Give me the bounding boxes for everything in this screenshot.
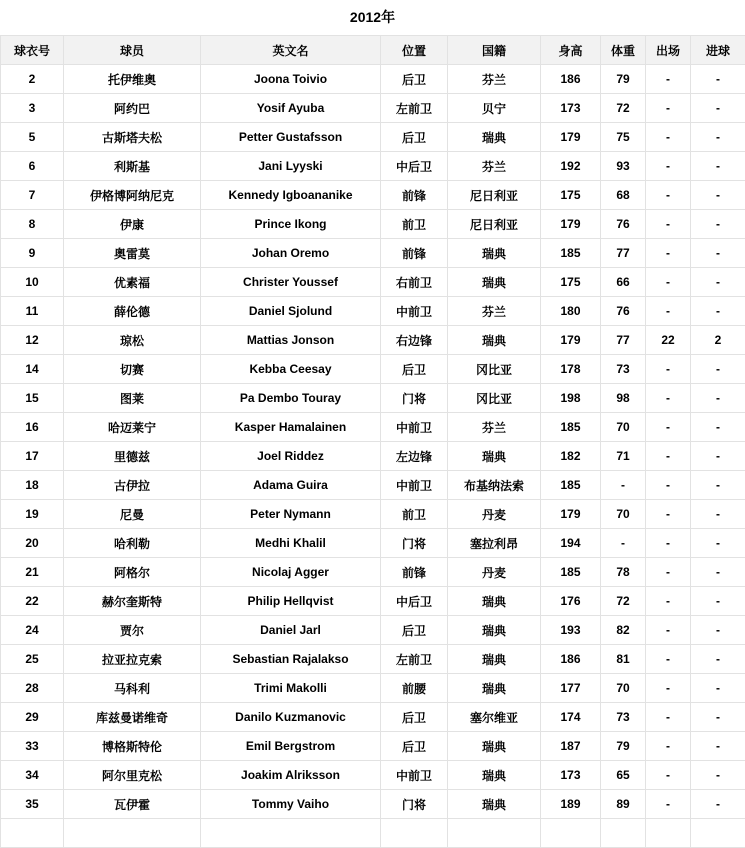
cell-goals: - — [691, 558, 745, 587]
cell-height: 179 — [541, 326, 601, 355]
cell-nationality: 丹麦 — [448, 500, 541, 529]
cell-nationality: 塞尔维亚 — [448, 703, 541, 732]
cell-position: 后卫 — [381, 703, 448, 732]
cell-nationality: 尼日利亚 — [448, 181, 541, 210]
cell-player-name-en: Petter Gustafsson — [201, 123, 381, 152]
cell-weight: 82 — [601, 616, 646, 645]
table-row — [1, 123, 745, 152]
cell-height: 173 — [541, 94, 601, 123]
column-header-jersey-number: 球衣号 — [1, 36, 64, 65]
cell-player-name-cn: 优素福 — [64, 268, 201, 297]
column-header-weight: 体重 — [601, 36, 646, 65]
cell-jersey-number: 9 — [1, 239, 64, 268]
cell-player-name-en: Joona Toivio — [201, 65, 381, 94]
cell-player-name-cn: 尼曼 — [64, 500, 201, 529]
cell-appearances: - — [646, 152, 691, 181]
cell-appearances: - — [646, 587, 691, 616]
cell-nationality: 瑞典 — [448, 616, 541, 645]
cell-player-name-en: Peter Nymann — [201, 500, 381, 529]
column-header-position: 位置 — [381, 36, 448, 65]
cell-weight: 66 — [601, 268, 646, 297]
cell-goals: - — [691, 384, 745, 413]
cell-jersey-number: 7 — [1, 181, 64, 210]
table-row — [1, 442, 745, 471]
cell-player-name-en: Jani Lyyski — [201, 152, 381, 181]
cell-goals: - — [691, 65, 745, 94]
cell-position: 后卫 — [381, 616, 448, 645]
cell-nationality: 芬兰 — [448, 413, 541, 442]
cell-position: 中前卫 — [381, 413, 448, 442]
table-row — [1, 94, 745, 123]
cell-nationality: 布基纳法索 — [448, 471, 541, 500]
cell-height: 187 — [541, 732, 601, 761]
cell-jersey-number: 16 — [1, 413, 64, 442]
cell-weight: 72 — [601, 587, 646, 616]
cell-player-name-en: Tommy Vaiho — [201, 790, 381, 819]
cell-jersey-number: 2 — [1, 65, 64, 94]
cell-nationality: 瑞典 — [448, 587, 541, 616]
cell-jersey-number: 25 — [1, 645, 64, 674]
cell-jersey-number: 8 — [1, 210, 64, 239]
cell-nationality: 瑞典 — [448, 761, 541, 790]
cell-jersey-number: 6 — [1, 152, 64, 181]
cell-player-name-en: Pa Dembo Touray — [201, 384, 381, 413]
cell-weight: 71 — [601, 442, 646, 471]
table-row — [1, 703, 745, 732]
cell-weight: 70 — [601, 500, 646, 529]
cell-position: 左边锋 — [381, 442, 448, 471]
cell-goals: - — [691, 355, 745, 384]
cell-height: 180 — [541, 297, 601, 326]
table-header — [1, 36, 745, 65]
cell-position: 后卫 — [381, 123, 448, 152]
cell-nationality: 芬兰 — [448, 297, 541, 326]
cell-nationality: 尼日利亚 — [448, 210, 541, 239]
cell-player-name-cn: 阿约巴 — [64, 94, 201, 123]
table-row — [1, 500, 745, 529]
cell-player-name-en: Yosif Ayuba — [201, 94, 381, 123]
cell-nationality: 瑞典 — [448, 645, 541, 674]
cell-height: 175 — [541, 268, 601, 297]
cell-appearances: - — [646, 297, 691, 326]
cell-height: 194 — [541, 529, 601, 558]
cell-empty — [64, 819, 201, 848]
cell-player-name-cn: 贾尔 — [64, 616, 201, 645]
table-row — [1, 645, 745, 674]
cell-goals: - — [691, 94, 745, 123]
cell-position: 中后卫 — [381, 587, 448, 616]
column-header-nationality: 国籍 — [448, 36, 541, 65]
cell-player-name-en: Mattias Jonson — [201, 326, 381, 355]
table-row — [1, 181, 745, 210]
cell-jersey-number: 11 — [1, 297, 64, 326]
cell-player-name-en: Joakim Alriksson — [201, 761, 381, 790]
cell-jersey-number: 3 — [1, 94, 64, 123]
cell-height: 198 — [541, 384, 601, 413]
page-title: 2012年 — [0, 0, 745, 35]
cell-goals: - — [691, 645, 745, 674]
cell-player-name-cn: 哈迈莱宁 — [64, 413, 201, 442]
cell-jersey-number: 5 — [1, 123, 64, 152]
cell-goals: - — [691, 790, 745, 819]
column-header-height: 身高 — [541, 36, 601, 65]
cell-goals: - — [691, 500, 745, 529]
cell-nationality: 瑞典 — [448, 268, 541, 297]
cell-appearances: - — [646, 239, 691, 268]
cell-height: 189 — [541, 790, 601, 819]
cell-goals: - — [691, 529, 745, 558]
cell-player-name-en: Nicolaj Agger — [201, 558, 381, 587]
cell-player-name-en: Philip Hellqvist — [201, 587, 381, 616]
cell-nationality: 贝宁 — [448, 94, 541, 123]
cell-appearances: - — [646, 500, 691, 529]
table-row — [1, 529, 745, 558]
cell-position: 门将 — [381, 790, 448, 819]
table-row — [1, 558, 745, 587]
cell-weight: 79 — [601, 65, 646, 94]
header-row — [1, 36, 745, 65]
table-row — [1, 384, 745, 413]
cell-player-name-en: Daniel Jarl — [201, 616, 381, 645]
cell-height: 177 — [541, 674, 601, 703]
cell-goals: - — [691, 732, 745, 761]
cell-appearances: - — [646, 761, 691, 790]
cell-player-name-cn: 阿格尔 — [64, 558, 201, 587]
cell-nationality: 瑞典 — [448, 674, 541, 703]
cell-height: 179 — [541, 210, 601, 239]
table-row — [1, 268, 745, 297]
cell-empty — [691, 819, 745, 848]
cell-player-name-en: Daniel Sjolund — [201, 297, 381, 326]
cell-jersey-number: 28 — [1, 674, 64, 703]
cell-height: 179 — [541, 123, 601, 152]
cell-appearances: 22 — [646, 326, 691, 355]
cell-player-name-en: Adama Guira — [201, 471, 381, 500]
cell-player-name-cn: 赫尔奎斯特 — [64, 587, 201, 616]
cell-nationality: 塞拉利昂 — [448, 529, 541, 558]
cell-height: 179 — [541, 500, 601, 529]
table-row — [1, 355, 745, 384]
table-row — [1, 732, 745, 761]
table-row — [1, 616, 745, 645]
cell-position: 前锋 — [381, 239, 448, 268]
cell-weight: 73 — [601, 355, 646, 384]
cell-jersey-number: 18 — [1, 471, 64, 500]
cell-position: 前锋 — [381, 181, 448, 210]
cell-appearances: - — [646, 645, 691, 674]
cell-appearances: - — [646, 268, 691, 297]
cell-jersey-number: 15 — [1, 384, 64, 413]
cell-nationality: 冈比亚 — [448, 355, 541, 384]
cell-goals: - — [691, 268, 745, 297]
cell-player-name-en: Kennedy Igboananike — [201, 181, 381, 210]
table-row — [1, 413, 745, 442]
cell-height: 175 — [541, 181, 601, 210]
cell-nationality: 丹麦 — [448, 558, 541, 587]
table-row — [1, 761, 745, 790]
cell-player-name-cn: 瓦伊霍 — [64, 790, 201, 819]
cell-appearances: - — [646, 790, 691, 819]
cell-appearances: - — [646, 413, 691, 442]
cell-player-name-en: Danilo Kuzmanovic — [201, 703, 381, 732]
cell-empty — [381, 819, 448, 848]
cell-goals: - — [691, 761, 745, 790]
cell-player-name-en: Kebba Ceesay — [201, 355, 381, 384]
table-row — [1, 790, 745, 819]
cell-position: 后卫 — [381, 732, 448, 761]
cell-height: 173 — [541, 761, 601, 790]
cell-nationality: 瑞典 — [448, 732, 541, 761]
cell-goals: - — [691, 297, 745, 326]
cell-height: 176 — [541, 587, 601, 616]
cell-weight: 78 — [601, 558, 646, 587]
cell-player-name-cn: 拉亚拉克索 — [64, 645, 201, 674]
column-header-appearances: 出场 — [646, 36, 691, 65]
cell-player-name-cn: 里德兹 — [64, 442, 201, 471]
cell-nationality: 瑞典 — [448, 239, 541, 268]
cell-weight: 93 — [601, 152, 646, 181]
column-header-player-name-en: 英文名 — [201, 36, 381, 65]
cell-jersey-number: 19 — [1, 500, 64, 529]
cell-position: 门将 — [381, 384, 448, 413]
cell-player-name-cn: 伊格博阿纳尼克 — [64, 181, 201, 210]
cell-player-name-cn: 薛伦德 — [64, 297, 201, 326]
cell-appearances: - — [646, 732, 691, 761]
cell-appearances: - — [646, 123, 691, 152]
cell-empty — [541, 819, 601, 848]
cell-player-name-en: Medhi Khalil — [201, 529, 381, 558]
cell-weight: 75 — [601, 123, 646, 152]
roster-table — [0, 35, 745, 848]
cell-goals: - — [691, 181, 745, 210]
cell-height: 192 — [541, 152, 601, 181]
cell-jersey-number: 12 — [1, 326, 64, 355]
cell-jersey-number: 35 — [1, 790, 64, 819]
cell-height: 185 — [541, 471, 601, 500]
cell-position: 右前卫 — [381, 268, 448, 297]
table-row — [1, 210, 745, 239]
cell-jersey-number: 33 — [1, 732, 64, 761]
cell-height: 185 — [541, 413, 601, 442]
cell-player-name-cn: 图莱 — [64, 384, 201, 413]
cell-appearances: - — [646, 94, 691, 123]
cell-weight: 70 — [601, 413, 646, 442]
cell-player-name-cn: 库兹曼诺维奇 — [64, 703, 201, 732]
cell-appearances: - — [646, 65, 691, 94]
cell-player-name-en: Emil Bergstrom — [201, 732, 381, 761]
column-header-goals: 进球 — [691, 36, 745, 65]
partial-row — [1, 819, 745, 848]
cell-height: 193 — [541, 616, 601, 645]
cell-weight: 73 — [601, 703, 646, 732]
cell-height: 178 — [541, 355, 601, 384]
cell-goals: - — [691, 210, 745, 239]
cell-weight: - — [601, 471, 646, 500]
cell-height: 186 — [541, 645, 601, 674]
cell-player-name-en: Christer Youssef — [201, 268, 381, 297]
table-row — [1, 152, 745, 181]
cell-jersey-number: 34 — [1, 761, 64, 790]
cell-position: 前腰 — [381, 674, 448, 703]
cell-player-name-cn: 琼松 — [64, 326, 201, 355]
cell-nationality: 瑞典 — [448, 442, 541, 471]
cell-player-name-cn: 古斯塔夫松 — [64, 123, 201, 152]
cell-position: 右边锋 — [381, 326, 448, 355]
cell-player-name-cn: 阿尔里克松 — [64, 761, 201, 790]
cell-nationality: 瑞典 — [448, 326, 541, 355]
cell-weight: 76 — [601, 297, 646, 326]
cell-appearances: - — [646, 558, 691, 587]
cell-position: 后卫 — [381, 65, 448, 94]
cell-nationality: 芬兰 — [448, 152, 541, 181]
cell-empty — [646, 819, 691, 848]
cell-appearances: - — [646, 616, 691, 645]
cell-player-name-en: Johan Oremo — [201, 239, 381, 268]
cell-weight: 89 — [601, 790, 646, 819]
cell-player-name-en: Trimi Makolli — [201, 674, 381, 703]
cell-jersey-number: 29 — [1, 703, 64, 732]
cell-weight: 79 — [601, 732, 646, 761]
cell-player-name-en: Prince Ikong — [201, 210, 381, 239]
cell-jersey-number: 24 — [1, 616, 64, 645]
table-row — [1, 471, 745, 500]
cell-goals: - — [691, 616, 745, 645]
cell-jersey-number: 22 — [1, 587, 64, 616]
cell-height: 182 — [541, 442, 601, 471]
cell-weight: 76 — [601, 210, 646, 239]
cell-appearances: - — [646, 703, 691, 732]
table-row — [1, 587, 745, 616]
cell-appearances: - — [646, 210, 691, 239]
cell-weight: 77 — [601, 326, 646, 355]
cell-position: 门将 — [381, 529, 448, 558]
cell-goals: - — [691, 123, 745, 152]
cell-player-name-cn: 博格斯特伦 — [64, 732, 201, 761]
cell-weight: - — [601, 529, 646, 558]
cell-position: 前卫 — [381, 210, 448, 239]
cell-player-name-en: Joel Riddez — [201, 442, 381, 471]
cell-goals: - — [691, 471, 745, 500]
cell-jersey-number: 14 — [1, 355, 64, 384]
cell-position: 中后卫 — [381, 152, 448, 181]
cell-position: 前锋 — [381, 558, 448, 587]
cell-goals: - — [691, 442, 745, 471]
cell-appearances: - — [646, 442, 691, 471]
cell-nationality: 芬兰 — [448, 65, 541, 94]
table-row — [1, 239, 745, 268]
cell-empty — [448, 819, 541, 848]
table-row — [1, 326, 745, 355]
cell-appearances: - — [646, 674, 691, 703]
cell-position: 后卫 — [381, 355, 448, 384]
cell-height: 174 — [541, 703, 601, 732]
cell-height: 186 — [541, 65, 601, 94]
cell-player-name-cn: 古伊拉 — [64, 471, 201, 500]
table-row — [1, 65, 745, 94]
cell-goals: - — [691, 413, 745, 442]
cell-appearances: - — [646, 384, 691, 413]
cell-weight: 72 — [601, 94, 646, 123]
cell-weight: 98 — [601, 384, 646, 413]
cell-goals: - — [691, 152, 745, 181]
cell-player-name-cn: 切赛 — [64, 355, 201, 384]
column-header-player-name-cn: 球员 — [64, 36, 201, 65]
cell-appearances: - — [646, 355, 691, 384]
cell-player-name-cn: 马科利 — [64, 674, 201, 703]
cell-player-name-en: Kasper Hamalainen — [201, 413, 381, 442]
cell-position: 左前卫 — [381, 94, 448, 123]
cell-weight: 77 — [601, 239, 646, 268]
cell-player-name-cn: 利斯基 — [64, 152, 201, 181]
cell-player-name-cn: 奥雷莫 — [64, 239, 201, 268]
cell-weight: 70 — [601, 674, 646, 703]
table-row — [1, 297, 745, 326]
cell-position: 中前卫 — [381, 297, 448, 326]
cell-nationality: 冈比亚 — [448, 384, 541, 413]
cell-weight: 81 — [601, 645, 646, 674]
cell-goals: - — [691, 703, 745, 732]
cell-player-name-en: Sebastian Rajalakso — [201, 645, 381, 674]
table-row — [1, 674, 745, 703]
cell-position: 前卫 — [381, 500, 448, 529]
cell-position: 中前卫 — [381, 471, 448, 500]
cell-jersey-number: 17 — [1, 442, 64, 471]
cell-appearances: - — [646, 181, 691, 210]
cell-height: 185 — [541, 558, 601, 587]
cell-jersey-number: 21 — [1, 558, 64, 587]
cell-position: 中前卫 — [381, 761, 448, 790]
cell-height: 185 — [541, 239, 601, 268]
cell-weight: 68 — [601, 181, 646, 210]
cell-goals: - — [691, 587, 745, 616]
cell-jersey-number: 10 — [1, 268, 64, 297]
cell-goals: 2 — [691, 326, 745, 355]
cell-nationality: 瑞典 — [448, 123, 541, 152]
cell-player-name-cn: 伊康 — [64, 210, 201, 239]
cell-player-name-cn: 哈利勒 — [64, 529, 201, 558]
cell-player-name-cn: 托伊维奥 — [64, 65, 201, 94]
cell-goals: - — [691, 674, 745, 703]
cell-jersey-number: 20 — [1, 529, 64, 558]
cell-position: 左前卫 — [381, 645, 448, 674]
table-body — [1, 65, 745, 848]
cell-empty — [601, 819, 646, 848]
cell-empty — [1, 819, 64, 848]
cell-appearances: - — [646, 529, 691, 558]
cell-nationality: 瑞典 — [448, 790, 541, 819]
cell-weight: 65 — [601, 761, 646, 790]
cell-goals: - — [691, 239, 745, 268]
cell-appearances: - — [646, 471, 691, 500]
cell-empty — [201, 819, 381, 848]
